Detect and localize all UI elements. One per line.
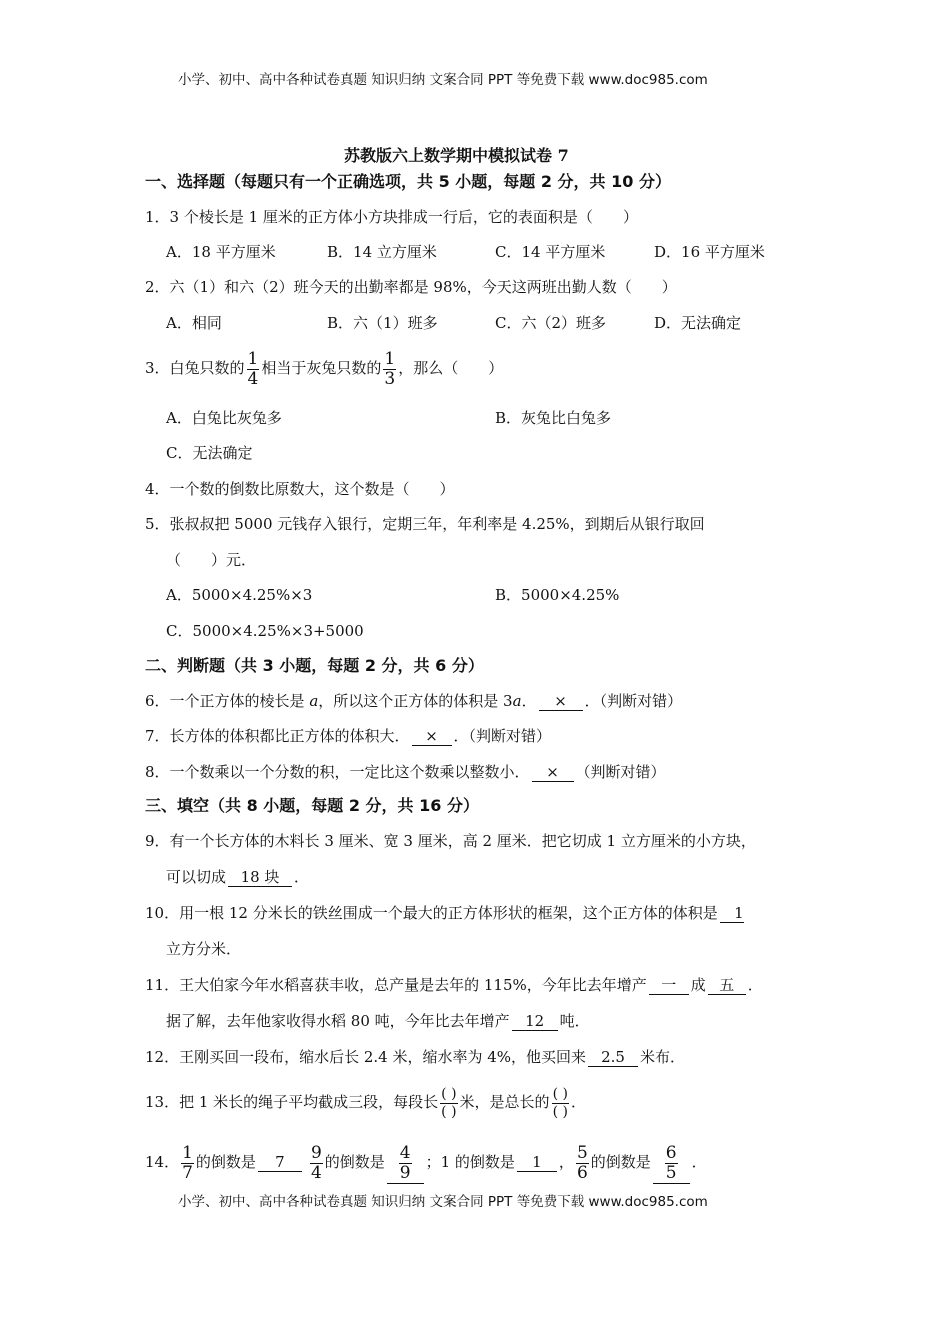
q13-text-post: ． [570,1093,586,1111]
q14-label: 14． [145,1153,180,1171]
fraction-numerator-blank: ( ) [441,1085,457,1102]
question-9-continued [166,867,309,887]
q11-text-post2: 吨． [559,1012,590,1030]
question-1: 1．3 个棱长是 1 厘米的正方体小方块排成一行后，它的表面积是（ ） [145,208,638,226]
fraction-denominator: 6 [576,1162,588,1183]
q14-text-1: 的倒数是 [195,1153,256,1171]
q2-option-a: A．相同 [166,314,222,332]
fraction-denominator: 4 [247,368,259,389]
page-title: 苏教版六上数学期中模拟试卷 7 [344,146,569,165]
question-8 [145,762,666,782]
q3-text-mid: 相当于灰兔只数的 [261,359,382,377]
q7-text-pre: 7．长方体的体积都比正方体的体积大． [145,727,410,745]
question-9: 9．有一个长方体的木料长 3 厘米、宽 3 厘米，高 2 厘米．把它切成 1 立方厘米的小方块， [145,832,756,850]
question-4: 4．一个数的倒数比原数大，这个数是（ ） [145,480,455,498]
q10-answer: 1 [720,904,744,923]
q11-text-pre2: 据了解，去年他家收得水稻 80 吨，今年比去年增产 [166,1012,510,1030]
fraction-denominator-blank: ( ) [552,1103,568,1120]
q6-text-mid: ，所以这个正方体的体积是 3 [318,692,513,710]
question-5-continued: （ ）元． [166,551,257,569]
q11-answer-2: 五 [708,976,746,995]
fraction-numerator: 5 [576,1142,588,1163]
question-12 [145,1047,685,1067]
q6-variable-a: a [309,692,319,710]
q12-text-pre: 12．王刚买回一段布，缩水后长 2.4 米，缩水率为 4%，他买回来 [145,1048,587,1066]
q9-text-pre: 可以切成 [166,868,227,886]
question-6 [145,691,682,711]
fraction-numerator: 1 [247,348,259,369]
fraction-denominator: 4 [310,1162,322,1183]
q14-answer-4 [653,1143,690,1184]
question-3 [145,350,503,388]
question-13 [145,1082,586,1122]
q14-text-3: ；1 的倒数是 [425,1153,515,1171]
q13-text-pre: 13．把 1 米长的绳子平均截成三段，每段长 [145,1093,439,1111]
q9-text-post: ． [294,868,310,886]
question-14 [145,1142,707,1184]
q10-text: 10．用一根 12 分米长的铁丝围成一个最大的正方体形状的框架，这个正方体的体积是 [145,904,718,922]
question-2: 2．六（1）和六（2）班今天的出勤率都是 98%，今天这两班出勤人数（ ） [145,278,677,296]
q3-text-post: ，那么（ ） [398,359,504,377]
fraction-numerator: 1 [182,1142,193,1163]
fraction-numerator: 6 [665,1143,677,1163]
q14-text-2: 的倒数是 [324,1153,385,1171]
q2-option-d: D．无法确定 [654,314,742,332]
q11-text-post: ． [747,976,763,994]
section-heading-fill-in: 三、填空（共 8 小题，每题 2 分，共 16 分） [145,796,479,815]
q14-end: ． [691,1153,707,1171]
q8-answer: × [532,763,574,782]
q3-fraction-one-quarter [247,348,260,389]
q12-answer: 2.5 [588,1048,638,1067]
page-footer: 小学、初中、高中各种试卷真题 知识归纳 文案合同 PPT 等免费下载 www.doc985.com [178,1194,708,1210]
q5-option-c: C．5000×4.25%×3+5000 [166,622,364,640]
q13-blank-fraction-share [552,1087,569,1120]
q5-option-a: A．5000×4.25%×3 [166,586,313,604]
q5-option-b: B．5000×4.25% [495,586,620,604]
fraction-denominator: 5 [665,1163,677,1183]
q6-text-pre: 6．一个正方体的棱长是 [145,692,310,710]
q7-text-post: ．（判断对错） [453,727,552,745]
q6-text-post: ．（判断对错） [584,692,683,710]
q2-option-b: B．六（1）班多 [327,314,438,332]
q1-option-a: A．18 平方厘米 [166,243,276,261]
q1-option-d: D．16 平方厘米 [654,243,765,261]
q6-variable-a-2: a [512,692,522,710]
q11-answer-1: 一 [649,976,689,995]
q2-option-c: C．六（2）班多 [495,314,607,332]
page-header: 小学、初中、高中各种试卷真题 知识归纳 文案合同 PPT 等免费下载 www.doc985.com [178,72,708,88]
fraction-denominator: 7 [182,1162,193,1183]
q14-answer-2 [387,1143,424,1184]
section-heading-choice: 一、选择题（每题只有一个正确选项，共 5 小题，每题 2 分，共 10 分） [145,172,671,191]
q3-option-a: A．白兔比灰兔多 [166,409,282,427]
question-5: 5．张叔叔把 5000 元钱存入银行，定期三年，年利率是 4.25%，到期后从银行取回 [145,515,705,533]
q14-fraction-9-4 [310,1142,323,1183]
q14-text-4: 的倒数是 [590,1153,651,1171]
q14-answer-1: 7 [258,1153,302,1172]
fraction-denominator-blank: ( ) [441,1103,457,1120]
q3-text-pre: 3．白兔只数的 [145,359,245,377]
q3-option-b: B．灰兔比白兔多 [495,409,612,427]
q7-answer: × [412,727,452,746]
q14-comma: ， [558,1153,574,1171]
fraction-numerator: 4 [399,1143,411,1163]
q3-fraction-one-third [383,348,396,389]
question-7 [145,726,551,746]
q12-text-post: 米布． [640,1048,686,1066]
q8-text-pre: 8．一个数乘以一个分数的积，一定比这个数乘以整数小． [145,763,530,781]
q13-text-mid: 米，是总长的 [459,1093,550,1111]
q11-text-mid: 成 [690,976,706,994]
q14-answer-3: 1 [517,1153,557,1172]
q14-fraction-1-7 [181,1142,194,1183]
question-10-continued: 立方分米． [166,940,242,958]
q8-text-post: （判断对错） [575,763,666,781]
q13-blank-fraction-length [440,1087,457,1120]
q9-answer: 18 块 [228,868,292,887]
question-11 [145,975,763,995]
q11-text-pre: 11．王大伯家今年水稻喜获丰收，总产量是去年的 115%，今年比去年增产 [145,976,647,994]
q14-fraction-5-6 [576,1142,589,1183]
q1-option-b: B．14 立方厘米 [327,243,437,261]
section-heading-judgement: 二、判断题（共 3 小题，每题 2 分，共 6 分） [145,656,484,675]
fraction-denominator: 9 [399,1163,411,1183]
q14-answer-4-fraction [665,1145,678,1182]
q14-answer-2-fraction [399,1145,412,1182]
fraction-denominator: 3 [384,368,396,389]
fraction-numerator-blank: ( ) [552,1085,568,1102]
question-11-continued [166,1011,590,1031]
q3-option-c: C．无法确定 [166,444,253,462]
q11-answer-3: 12 [512,1012,558,1031]
q6-period: ． [521,692,537,710]
q6-answer: × [539,692,583,711]
fraction-numerator: 9 [310,1142,322,1163]
question-10 [145,903,746,923]
q1-option-c: C．14 平方厘米 [495,243,606,261]
fraction-numerator: 1 [384,348,396,369]
